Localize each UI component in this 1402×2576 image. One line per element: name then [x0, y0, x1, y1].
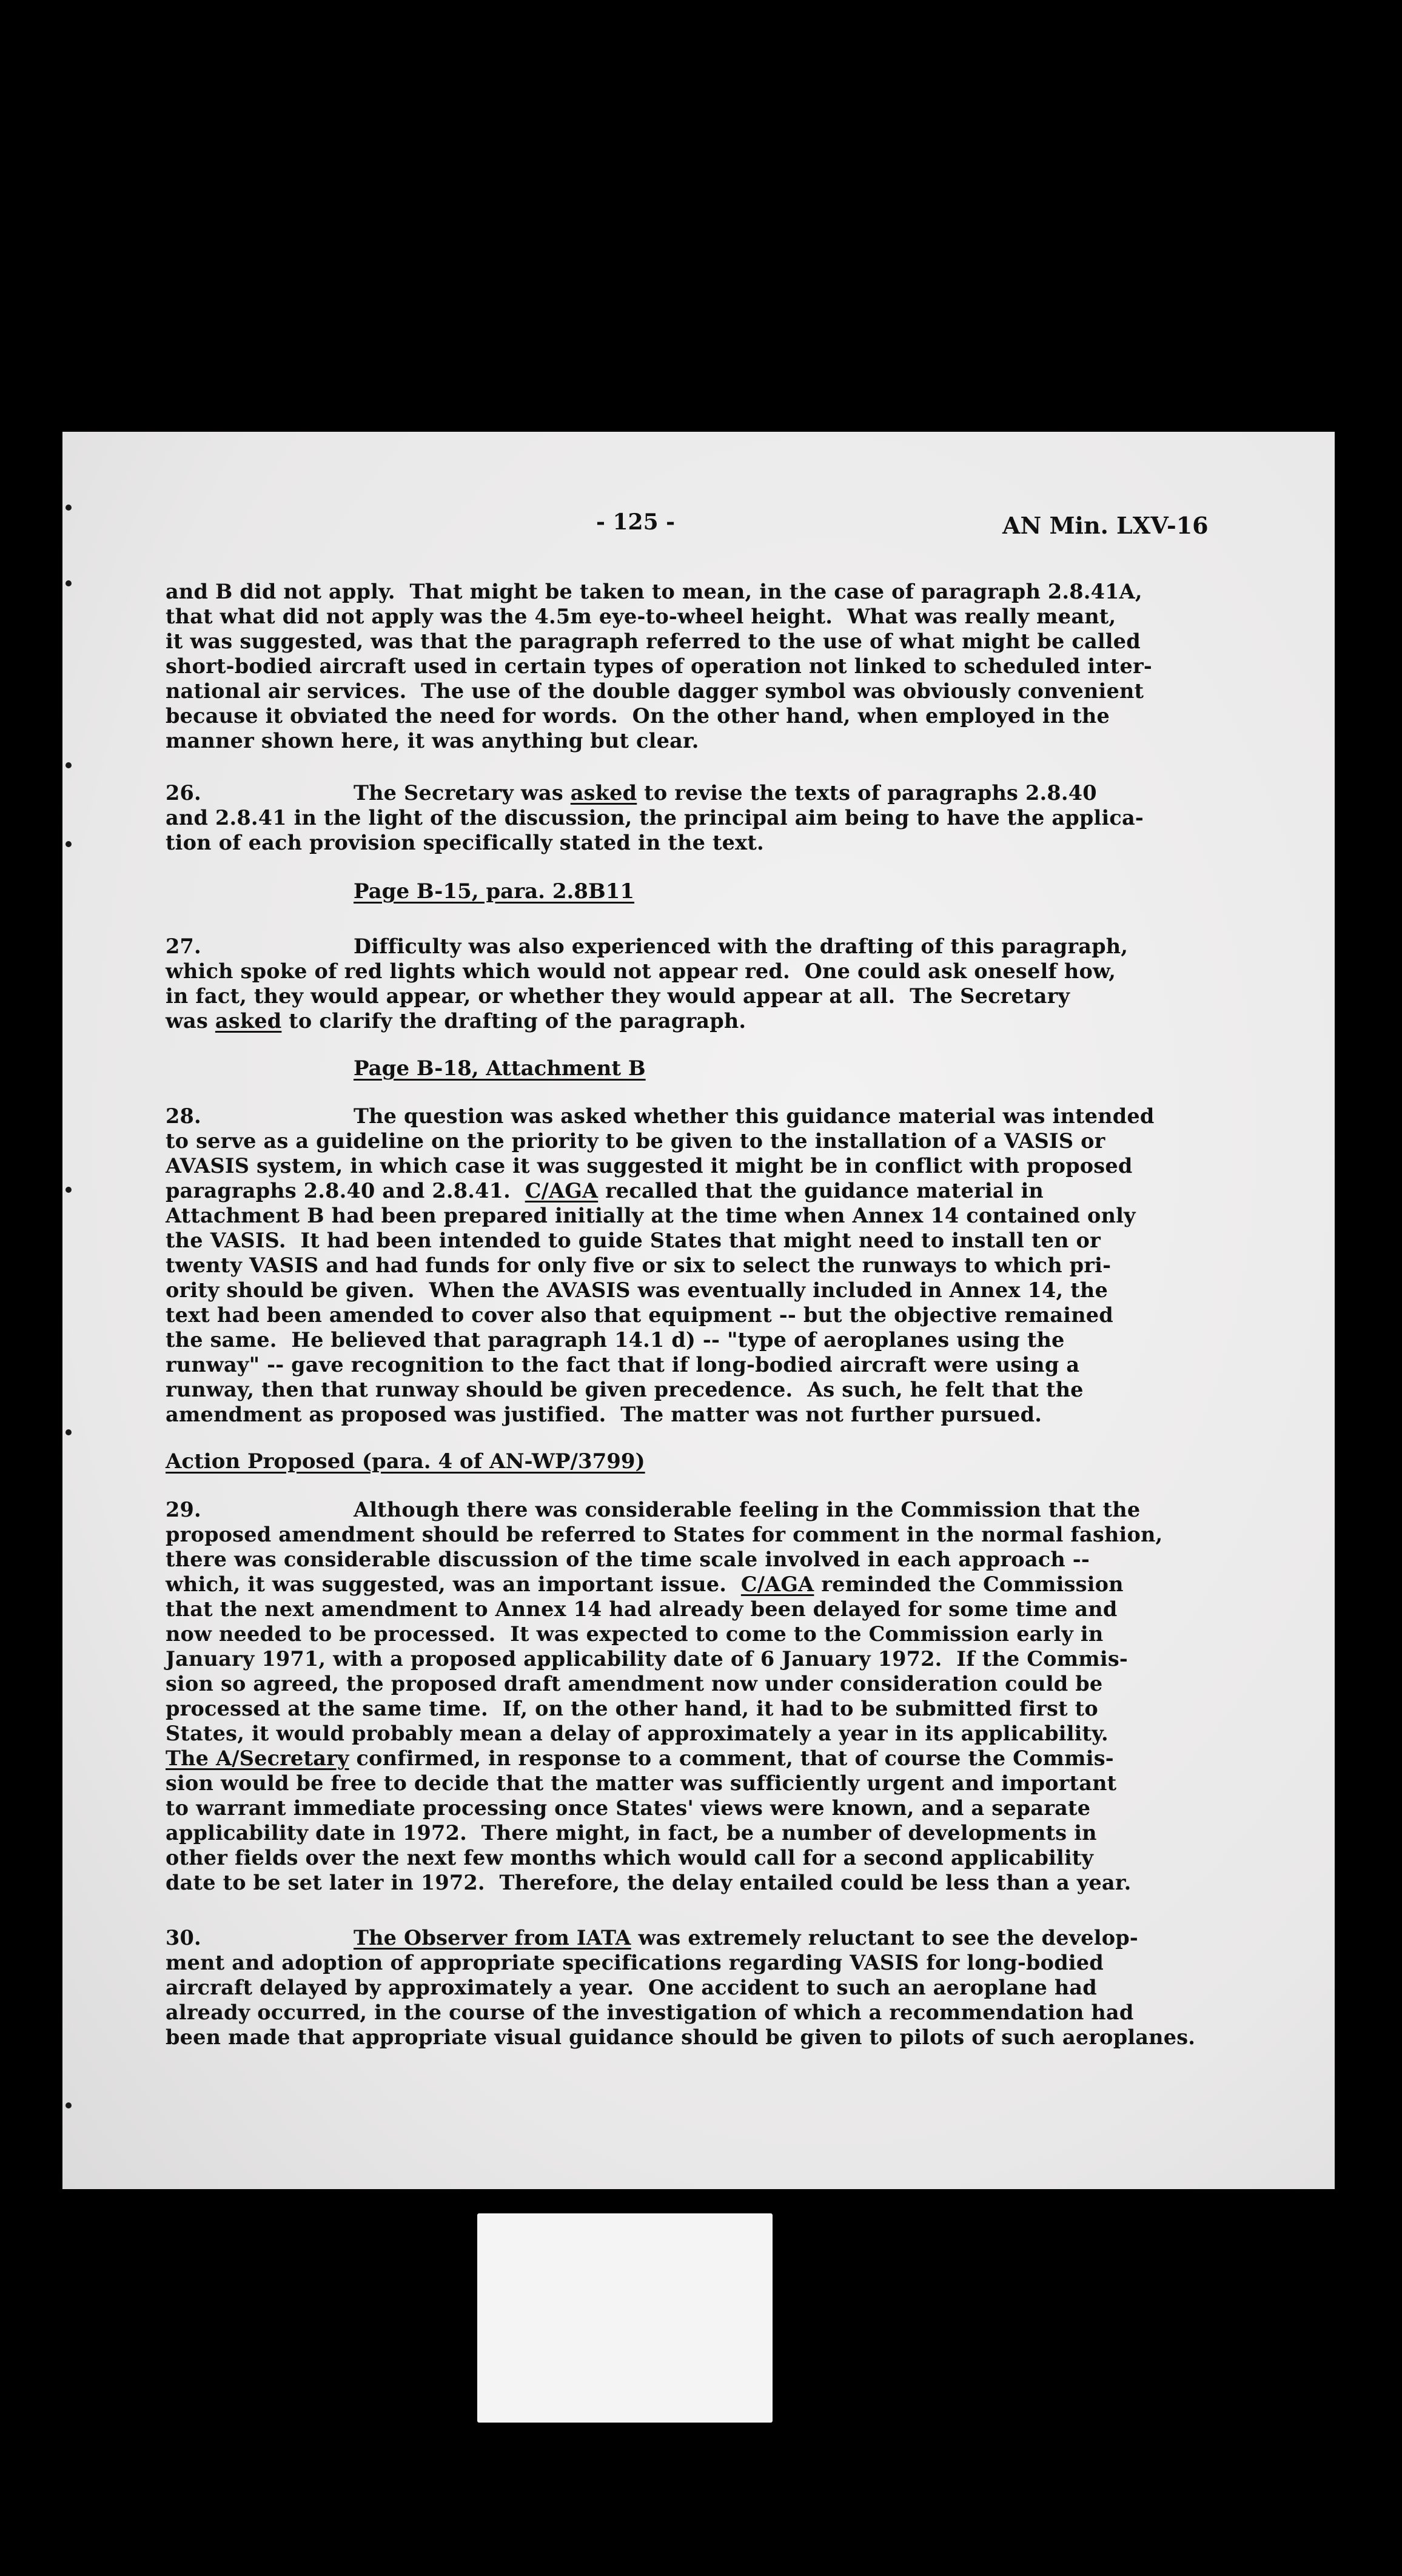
punch-hole-mark: [65, 580, 72, 586]
text-line: sion would be free to decide that the matter was sufficiently urgent and important: [166, 1771, 1117, 1795]
document-page: [62, 432, 1335, 2189]
text-segment: to revise the texts of paragraphs 2.8.40: [637, 781, 1097, 805]
paragraph-27: [166, 934, 1306, 1033]
text-line: text had been amended to cover also that equipment -- but the objective remained: [166, 1303, 1113, 1327]
text-line: it was suggested, was that the paragraph referred to the use of what might be called: [166, 629, 1141, 653]
paragraph-30: [166, 1925, 1306, 2050]
blank-label-card: [477, 2213, 773, 2423]
text-line: [166, 1178, 1306, 1203]
text-segment: Although there was considerable feeling in the Commission that the: [354, 1498, 1141, 1521]
punch-hole-mark: [65, 841, 72, 847]
text-line: which spoke of red lights which would not appear red. One could ask oneself how,: [166, 959, 1116, 983]
text-line: runway" -- gave recognition to the fact that if long-bodied aircraft were using a: [166, 1353, 1080, 1377]
text-line: and 2.8.41 in the light of the discussion, the principal aim being to have the applica-: [166, 806, 1144, 830]
text-line: [166, 780, 1306, 805]
text-line: now needed to be processed. It was expected to come to the Commission early in: [166, 1622, 1104, 1646]
text-line: in fact, they would appear, or whether they would appear at all. The Secretary: [166, 984, 1070, 1008]
section-heading: Action Proposed (para. 4 of AN-WP/3799): [166, 1449, 645, 1474]
text-line: [166, 934, 1306, 959]
text-line: [166, 1497, 1306, 1522]
text-segment: was extremely reluctant to see the develop-: [631, 1926, 1138, 1950]
punch-hole-mark: [65, 1429, 72, 1435]
underlined-text: C/AGA: [525, 1179, 599, 1202]
paragraph-number: 29.: [166, 1498, 201, 1521]
section-heading: Page B-15, para. 2.8B11: [354, 879, 635, 904]
text-line: [166, 1008, 1306, 1033]
text-segment: which, it was suggested, was an important issue.: [166, 1572, 741, 1596]
text-segment: The question was asked whether this guidance material was intended: [354, 1104, 1155, 1128]
punch-hole-mark: [65, 762, 72, 768]
paragraph-number: 27.: [166, 934, 201, 958]
punch-hole-mark: [65, 2102, 72, 2108]
text-line: to serve as a guideline on the priority to be given to the installation of a VASIS or: [166, 1129, 1105, 1153]
text-segment: to clarify the drafting of the paragraph.: [281, 1009, 746, 1033]
paragraph-intro: [166, 579, 1306, 753]
text-line: amendment as proposed was justified. The matter was not further pursued.: [166, 1403, 1042, 1426]
underlined-text: asked: [570, 781, 637, 805]
text-segment: recalled that the guidance material in: [598, 1179, 1044, 1202]
text-segment: reminded the Commission: [814, 1572, 1124, 1596]
text-line: other fields over the next few months which would call for a second applicability: [166, 1846, 1094, 1870]
text-line: Attachment B had been prepared initially at the time when Annex 14 contained only: [166, 1204, 1136, 1227]
underlined-text: asked: [215, 1009, 282, 1033]
paragraph-28: [166, 1104, 1306, 1427]
text-line: date to be set later in 1972. Therefore, the delay entailed could be less than a year.: [166, 1871, 1132, 1894]
text-segment: Difficulty was also experienced with the drafting of this paragraph,: [354, 934, 1129, 958]
text-line: and B did not apply. That might be taken to mean, in the case of paragraph 2.8.41A,: [166, 580, 1142, 603]
text-line: the VASIS. It had been intended to guide States that might need to install ten or: [166, 1229, 1101, 1252]
text-line: short-bodied aircraft used in certain types of operation not linked to scheduled inter-: [166, 654, 1152, 678]
underlined-text: The Observer from IATA: [354, 1926, 631, 1950]
text-line: that what did not apply was the 4.5m eye-to-wheel height. What was really meant,: [166, 605, 1116, 628]
text-segment: paragraphs 2.8.40 and 2.8.41.: [166, 1179, 525, 1202]
text-line: States, it would probably mean a delay of approximately a year in its applicability.: [166, 1722, 1109, 1745]
text-line: applicability date in 1972. There might, in fact, be a number of developments in: [166, 1821, 1097, 1845]
text-line: national air services. The use of the double dagger symbol was obviously convenient: [166, 679, 1144, 703]
underlined-text: C/AGA: [740, 1572, 814, 1596]
paragraph-number: 30.: [166, 1926, 201, 1950]
text-line: the same. He believed that paragraph 14.1 d) -- "type of aeroplanes using the: [166, 1328, 1065, 1352]
paragraph-number: 28.: [166, 1104, 201, 1128]
text-segment: The Secretary was: [354, 781, 571, 805]
text-segment: was: [166, 1009, 215, 1033]
text-line: been made that appropriate visual guidance should be given to pilots of such aeroplanes.: [166, 2025, 1196, 2049]
page-number: - 125 -: [596, 509, 676, 535]
text-segment: confirmed, in response to a comment, that of course the Commis-: [349, 1746, 1114, 1770]
text-line: [166, 1572, 1306, 1597]
page-header: [62, 505, 1335, 541]
text-line: manner shown here, it was anything but clear.: [166, 729, 699, 753]
text-line: because it obviated the need for words. On the other hand, when employed in the: [166, 704, 1110, 728]
text-line: tion of each provision specifically stated in the text.: [166, 831, 764, 854]
text-line: sion so agreed, the proposed draft amendment now under consideration could be: [166, 1672, 1103, 1696]
document-reference: AN Min. LXV-16: [1002, 512, 1209, 539]
text-line: [166, 1104, 1306, 1129]
text-line: January 1971, with a proposed applicability date of 6 January 1972. If the Commis-: [166, 1647, 1128, 1671]
text-line: processed at the same time. If, on the other hand, it had to be submitted first to: [166, 1697, 1098, 1720]
text-line: [166, 1746, 1306, 1771]
text-line: ment and adoption of appropriate specifications regarding VASIS for long-bodied: [166, 1951, 1104, 1974]
text-line: ority should be given. When the AVASIS was eventually included in Annex 14, the: [166, 1278, 1109, 1302]
text-line: AVASIS system, in which case it was suggested it might be in conflict with proposed: [166, 1154, 1133, 1178]
paragraph-number: 26.: [166, 781, 201, 805]
text-line: that the next amendment to Annex 14 had already been delayed for some time and: [166, 1597, 1118, 1621]
text-line: aircraft delayed by approximately a year. One accident to such an aeroplane had: [166, 1976, 1097, 1999]
punch-hole-mark: [65, 1187, 72, 1193]
section-heading: Page B-18, Attachment B: [354, 1056, 646, 1081]
text-line: twenty VASIS and had funds for only five or six to select the runways to which pri-: [166, 1253, 1112, 1277]
paragraph-26: [166, 780, 1306, 855]
text-line: runway, then that runway should be given precedence. As such, he felt that the: [166, 1378, 1084, 1401]
text-line: proposed amendment should be referred to States for comment in the normal fashion,: [166, 1523, 1163, 1546]
paragraph-29: [166, 1497, 1306, 1895]
underlined-text: The A/Secretary: [166, 1746, 349, 1770]
text-line: there was considerable discussion of the time scale involved in each approach --: [166, 1548, 1090, 1571]
text-line: already occurred, in the course of the investigation of which a recommendation had: [166, 2001, 1134, 2024]
text-line: [166, 1925, 1306, 1950]
text-line: to warrant immediate processing once States' views were known, and a separate: [166, 1796, 1091, 1820]
